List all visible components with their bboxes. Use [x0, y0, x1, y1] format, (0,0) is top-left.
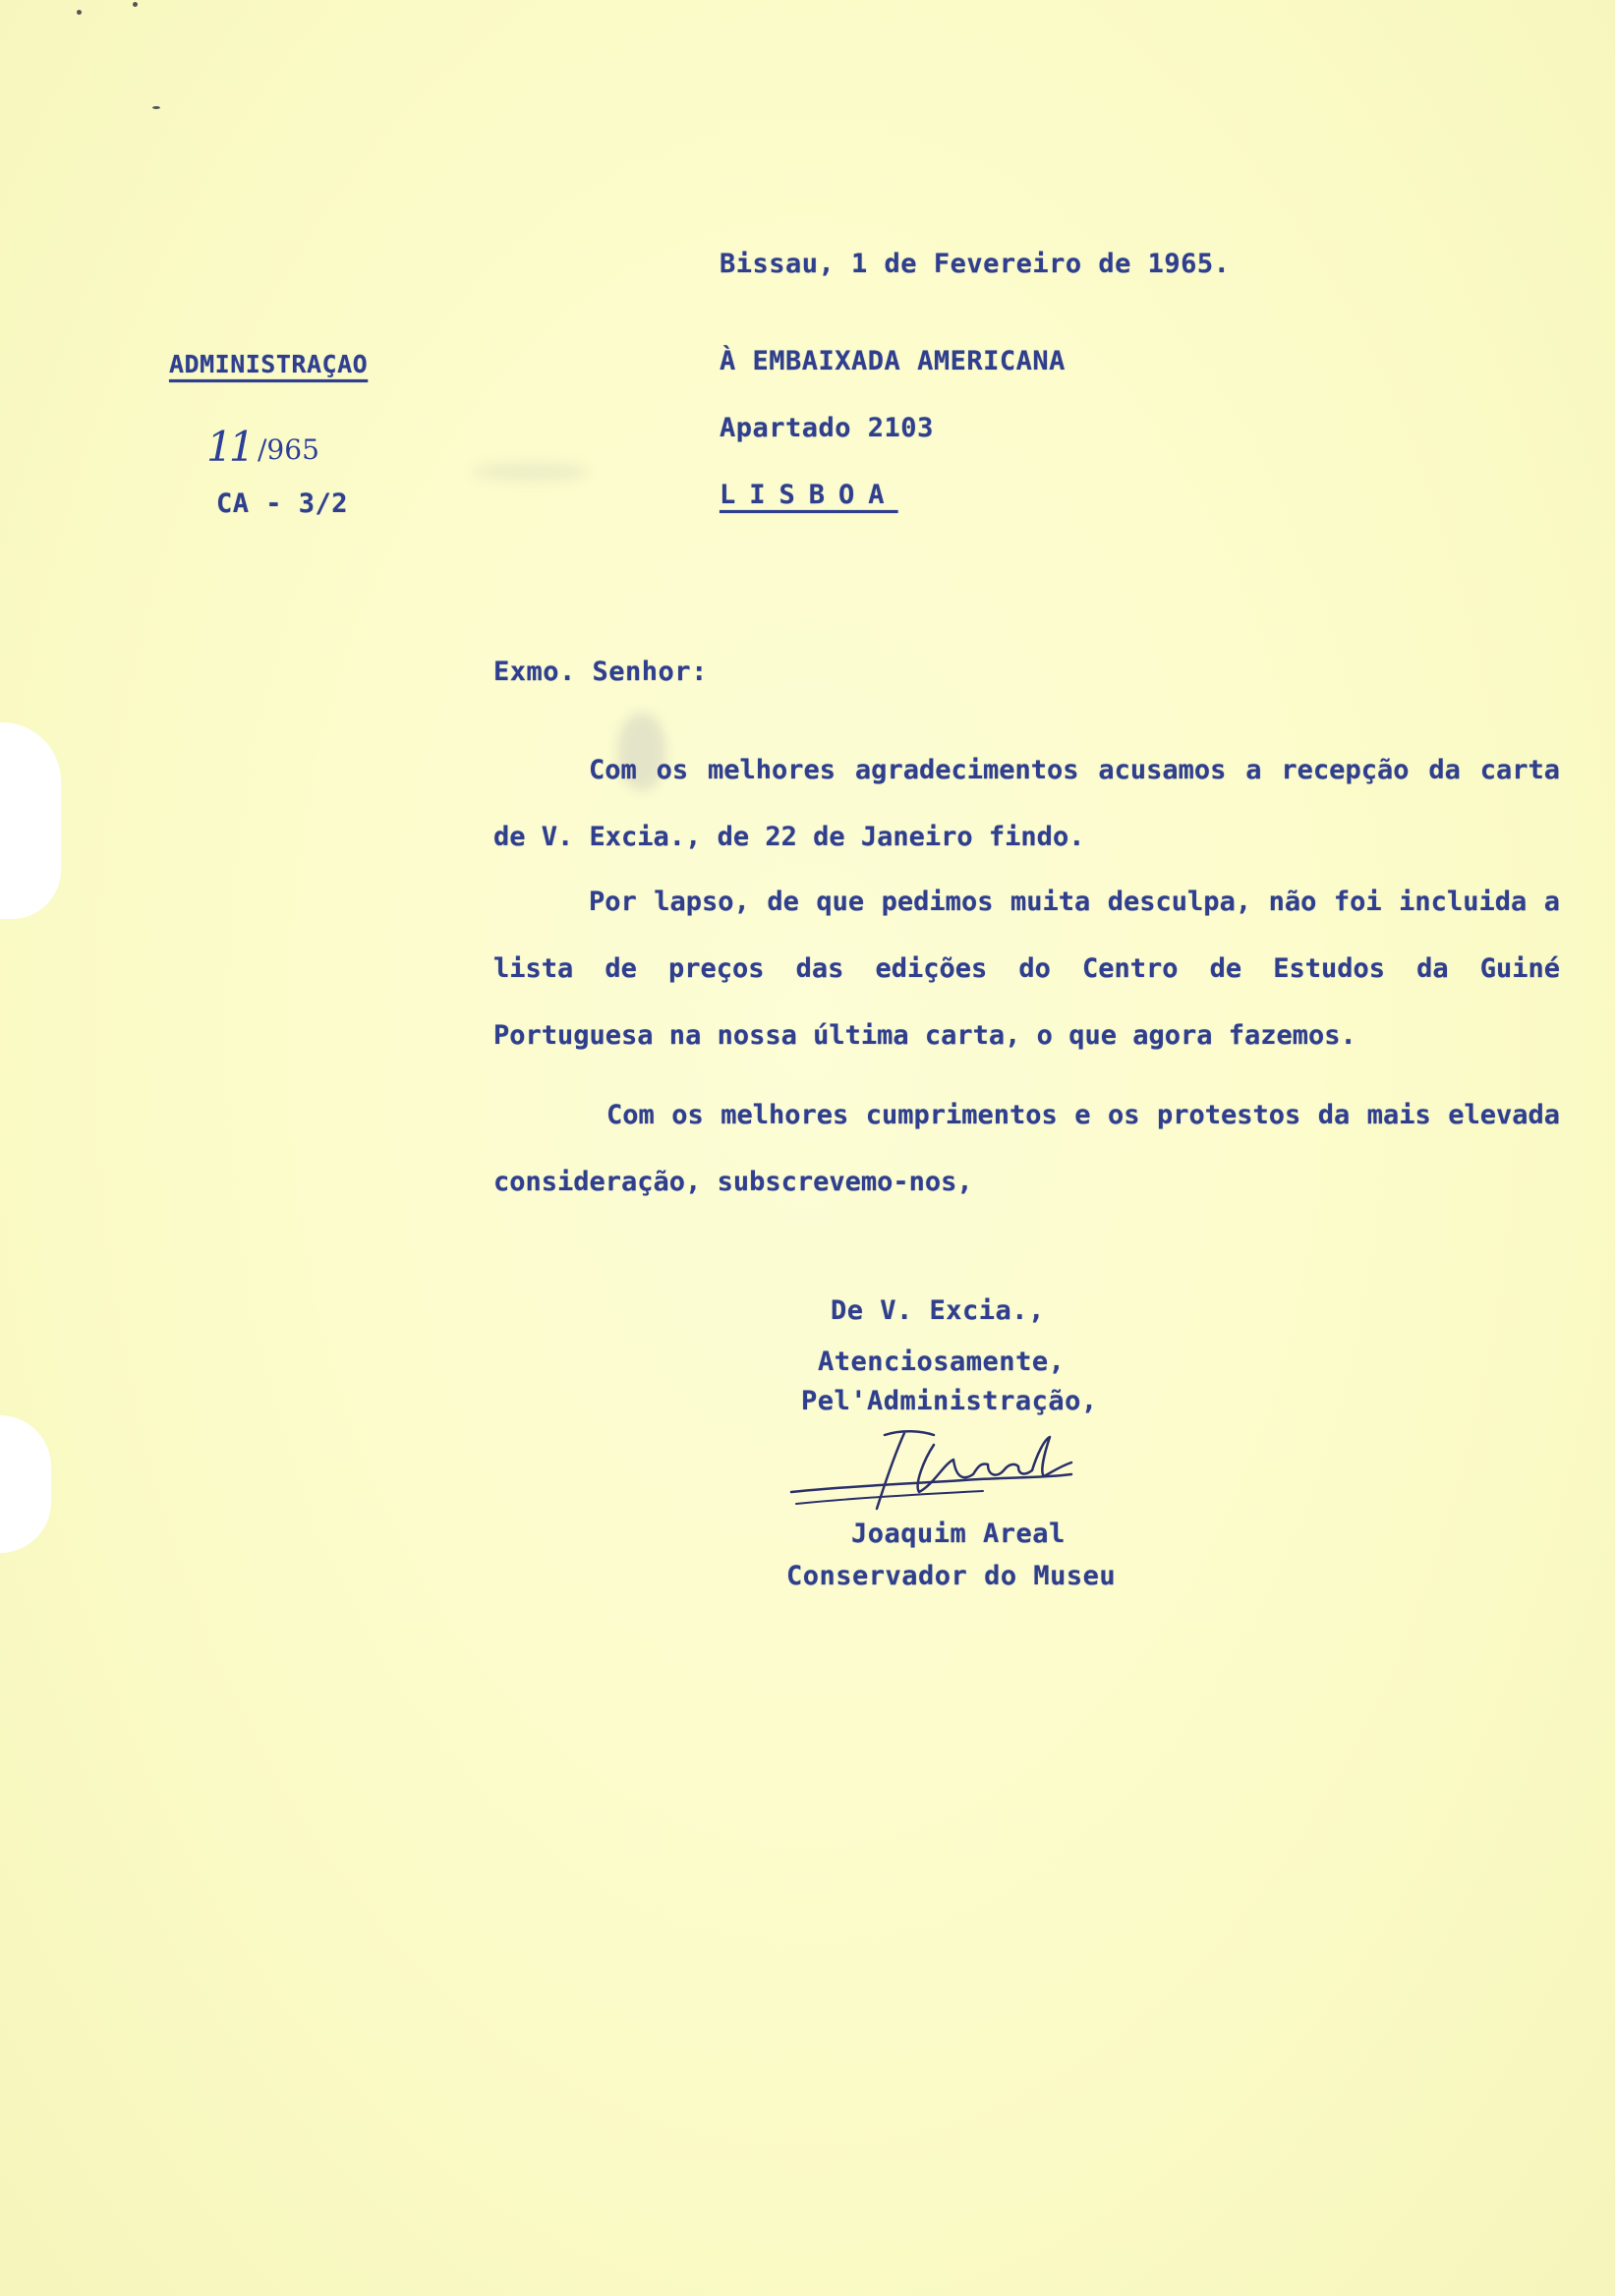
- ref-code: CA - 3/2: [216, 488, 349, 519]
- paper-speck: [133, 2, 138, 7]
- closing-line2: Atenciosamente,: [818, 1347, 1066, 1377]
- paragraph-1: Com os melhores agradecimentos acusamos a recepção da carta de V. Excia., de 22 de Janeiro findo.: [493, 755, 1560, 852]
- handwritten-ref-number: 11: [206, 423, 252, 471]
- paper-speck: [77, 10, 82, 15]
- recipient-line2: Apartado 2103: [720, 413, 934, 443]
- closing-line1: De V. Excia.,: [831, 1295, 1045, 1326]
- paper-speck: [152, 106, 160, 109]
- salutation: Exmo. Senhor:: [493, 657, 708, 687]
- recipient-line1: À EMBAIXADA AMERICANA: [720, 346, 1066, 376]
- punch-hole-top: [0, 722, 61, 919]
- ink-smudge: [472, 462, 590, 482]
- closing-line3: Pel'Administração,: [801, 1386, 1098, 1416]
- signatory-title: Conservador do Museu: [786, 1561, 1117, 1591]
- recipient-city: LISBOA: [720, 480, 898, 510]
- punch-hole-bottom: [0, 1415, 51, 1553]
- place-date: Bissau, 1 de Fevereiro de 1965.: [720, 249, 1231, 279]
- paragraph-3: Com os melhores cumprimentos e os protestos da mais elevada consideração, subscrevemo-nos,: [493, 1100, 1560, 1197]
- department-label: ADMINISTRAÇAO: [169, 350, 369, 378]
- signatory-name: Joaquim Areal: [851, 1519, 1066, 1549]
- handwritten-signature: [786, 1415, 1101, 1523]
- ref-year: /965: [258, 433, 319, 466]
- paragraph-2: Por lapso, de que pedimos muita desculpa, não foi incluida a lista de preços das edições do Centro de Estudos da Guiné Portuguesa na nossa última carta, o que agora fazemos.: [493, 887, 1560, 1051]
